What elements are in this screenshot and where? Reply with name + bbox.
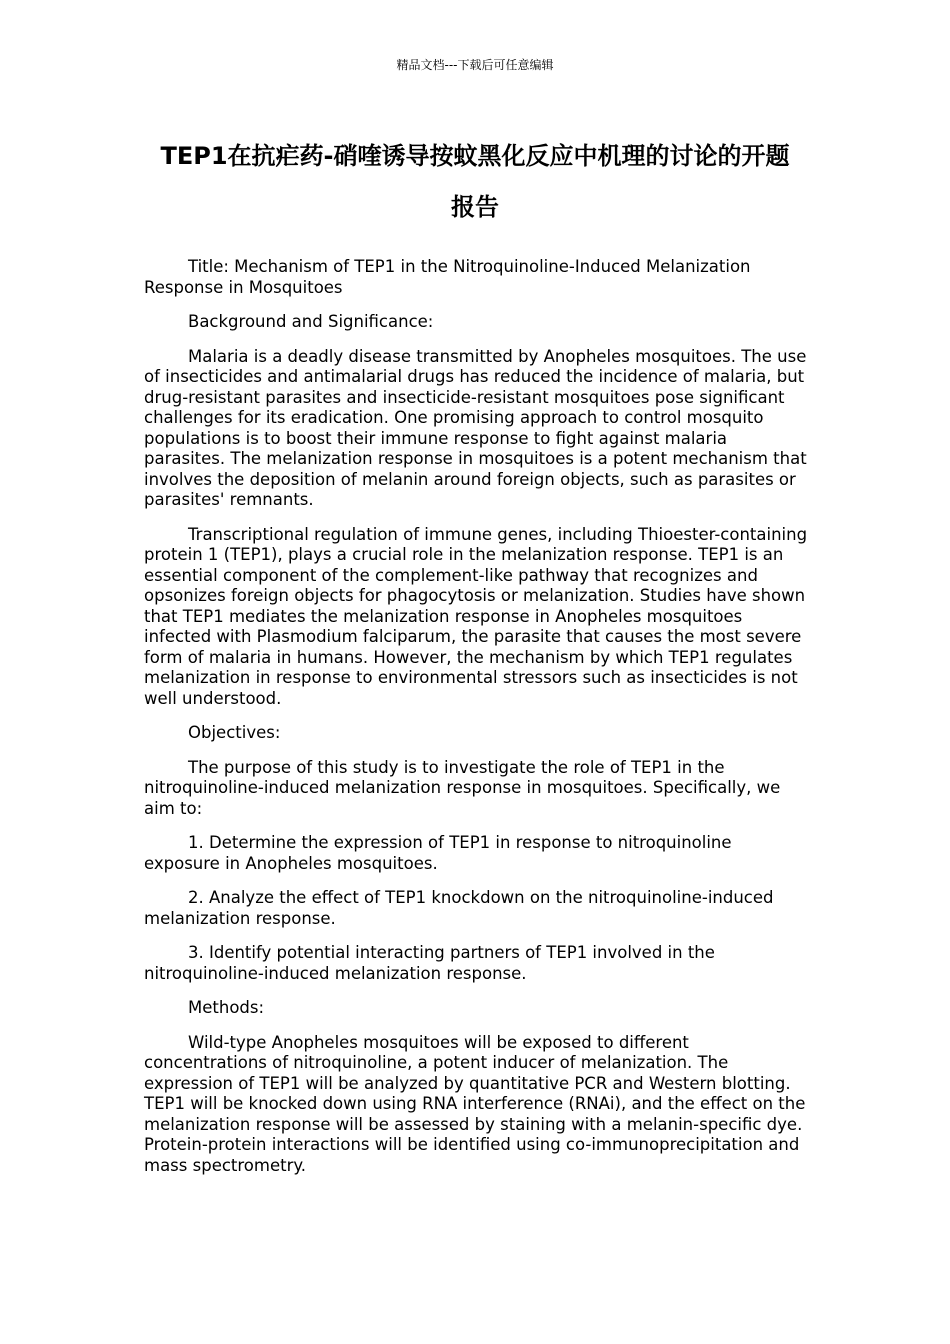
objective-item-3: 3. Identify potential interacting partners of TEP1 involved in the nitroquinoline-induced melanization response.	[144, 943, 715, 983]
header-note: 精品文档---下载后可任意编辑	[396, 58, 554, 72]
section-heading-methods: Methods:	[188, 998, 265, 1017]
paragraph-methods: Wild-type Anopheles mosquitoes will be exposed to different concentrations of nitroquinoline, a potent inducer of melanization. The expression of TEP1 will be analyzed by quantitative PCR and Western blotting. TEP1 will be knocked down using RNA interference (RNAi), and the effect on the melanization response will be assessed by staining with a melanin-specific dye. Protein-protein interactions will be identified using co-immunoprecipitation and mass spectrometry.	[144, 1032, 806, 1175]
paragraph-purpose: The purpose of this study is to investigate the role of TEP1 in the nitroquinoline-induced melanization response in mosquitoes. Specifically, we aim to:	[144, 757, 781, 818]
title-line: Title: Mechanism of TEP1 in the Nitroquinoline-Induced Melanization Response in Mosquitoes	[144, 257, 751, 297]
paragraph-malaria: Malaria is a deadly disease transmitted by Anopheles mosquitoes. The use of insecticides and antimalarial drugs has reduced the incidence of malaria, but drug-resistant parasites and insecticide-resistant mosquitoes pose significant challenges for its eradication. One promising approach to control mosquito populations is to boost their immune response to fight against malaria parasites. The melanization response in mosquitoes is a potent mechanism that involves the deposition of melanin around foreign objects, such as parasites or parasites' remnants.	[144, 346, 807, 509]
section-heading-objectives: Objectives:	[188, 723, 281, 742]
document-title: TEP1在抗疟药-硝喹诱导按蚊黑化反应中机理的讨论的开题报告	[160, 142, 790, 221]
objective-item-2: 2. Analyze the effect of TEP1 knockdown on the nitroquinoline-induced melanization response.	[144, 888, 774, 928]
document-body	[144, 257, 808, 1190]
paragraph-tep1: Transcriptional regulation of immune genes, including Thioester-containing protein 1 (TEP1), plays a crucial role in the melanization response. TEP1 is an essential component of the complement-like pathway that recognizes and opsonizes foreign objects for phagocytosis or melanization. Studies have shown that TEP1 mediates the melanization response in Anopheles mosquitoes infected with Plasmodium falciparum, the parasite that causes the most severe form of malaria in humans. However, the mechanism by which TEP1 regulates melanization in response to environmental stressors such as insecticides is not well understood.	[144, 524, 808, 708]
objective-item-1: 1. Determine the expression of TEP1 in response to nitroquinoline exposure in Anopheles mosquitoes.	[144, 833, 732, 873]
section-heading-background: Background and Significance:	[188, 312, 434, 331]
